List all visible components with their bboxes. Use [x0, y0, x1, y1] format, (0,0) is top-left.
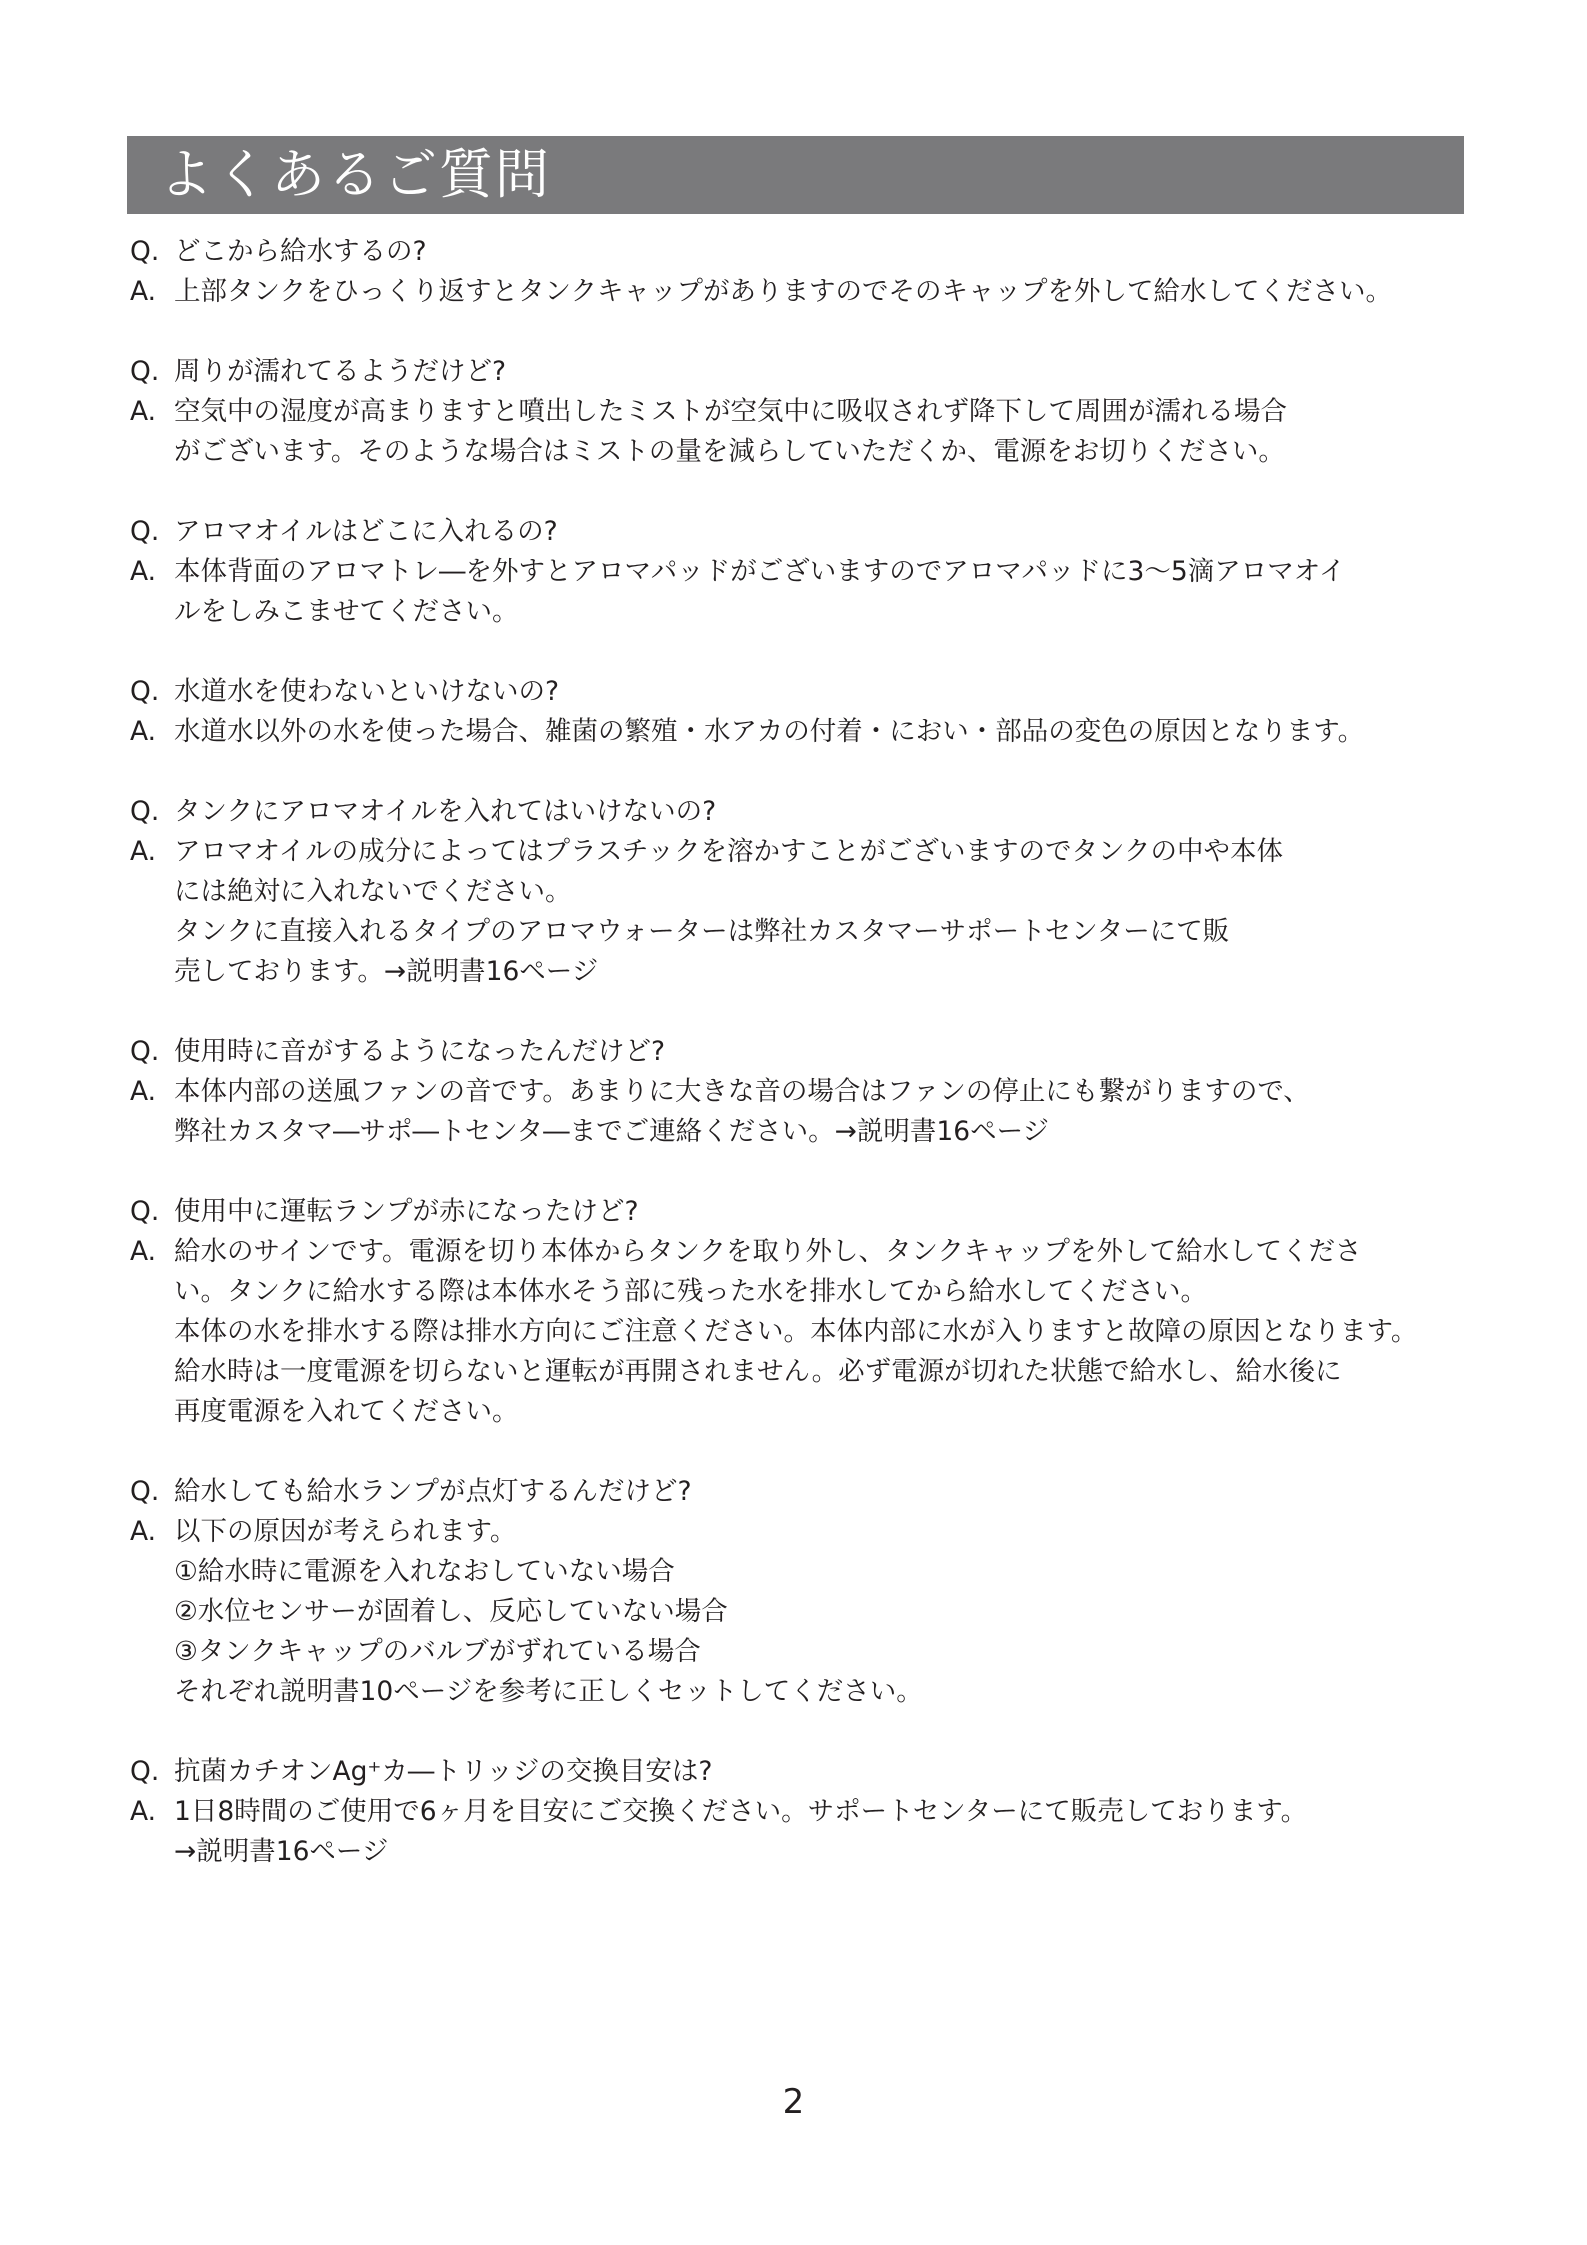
faq-answer [130, 832, 1470, 872]
faq-item [130, 792, 1470, 992]
answer-text: 給水時は一度電源を切らないと運転が再開されません。必ず電源が切れた状態で給水し、給水後に [174, 1356, 1342, 1387]
answer-prefix: A. [130, 276, 157, 307]
answer-text: タンクに直接入れるタイプのアロマウォーターは弊社カスタマーサポートセンターにて販 [174, 916, 1230, 947]
faq-item [130, 1752, 1470, 1872]
question-text: アロマオイルはどこに入れるの? [174, 516, 558, 547]
faq-question [130, 1472, 1470, 1512]
answer-prefix: A. [130, 716, 157, 747]
answer-text: 1日8時間のご使用で6ヶ月を目安にご交換ください。サポートセンターにて販売しております。 [174, 1796, 1308, 1827]
faq-question [130, 672, 1470, 712]
faq-item [130, 512, 1470, 632]
answer-text: 給水のサインです。電源を切り本体からタンクを取り外し、タンクキャップを外して給水してくださ [174, 1236, 1362, 1267]
answer-text: 空気中の湿度が高まりますと噴出したミストが空気中に吸収されず降下して周囲が濡れる場合 [174, 396, 1287, 427]
question-text: タンクにアロマオイルを入れてはいけないの? [174, 796, 717, 827]
answer-text: ③タンクキャップのバルブがずれている場合 [174, 1636, 701, 1667]
faq-question [130, 512, 1470, 552]
answer-text: がございます。そのような場合はミストの量を減らしていただくか、電源をお切りください。 [174, 436, 1285, 467]
answer-text: 以下の原因が考えられます。 [174, 1516, 517, 1547]
question-text: 使用時に音がするようになったんだけど? [174, 1036, 666, 1067]
question-prefix: Q. [130, 1476, 160, 1507]
faq-question [130, 232, 1470, 272]
question-text: 周りが濡れてるようだけど? [174, 356, 507, 387]
question-prefix: Q. [130, 796, 160, 827]
faq-answer [130, 392, 1470, 432]
answer-text: →説明書16ページ [174, 1836, 389, 1867]
question-text: 水道水を使わないといけないの? [174, 676, 560, 707]
answer-prefix: A. [130, 1236, 157, 1267]
question-prefix: Q. [130, 676, 160, 707]
faq-answer [130, 272, 1470, 312]
answer-text: ルをしみこませてください。 [174, 596, 519, 627]
answer-prefix: A. [130, 836, 157, 867]
answer-text: 弊社カスタマ―サポ―トセンタ―までご連絡ください。→説明書16ページ [174, 1116, 1050, 1147]
answer-text: 売しております。→説明書16ページ [174, 956, 599, 987]
answer-prefix: A. [130, 1076, 157, 1107]
question-prefix: Q. [130, 236, 160, 267]
answer-text: ①給水時に電源を入れなおしていない場合 [174, 1556, 675, 1587]
question-prefix: Q. [130, 356, 160, 387]
faq-question [130, 1192, 1470, 1232]
answer-prefix: A. [130, 556, 157, 587]
answer-text: 水道水以外の水を使った場合、雑菌の繁殖・水アカの付着・におい・部品の変色の原因となります。 [174, 716, 1365, 747]
answer-prefix: A. [130, 1516, 157, 1547]
answer-text: には絶対に入れないでください。 [174, 876, 572, 907]
faq-answer [130, 1512, 1470, 1552]
faq-question [130, 792, 1470, 832]
question-prefix: Q. [130, 1196, 160, 1227]
faq-item [130, 352, 1470, 472]
question-text: どこから給水するの? [174, 236, 427, 267]
faq-item [130, 1192, 1470, 1432]
question-prefix: Q. [130, 516, 160, 547]
answer-text: 本体背面のアロマトレ―を外すとアロマパッドがございますのでアロマパッドに3〜5滴アロマオイ [174, 556, 1346, 587]
question-text: 給水しても給水ランプが点灯するんだけど? [174, 1476, 692, 1507]
faq-question [130, 352, 1470, 392]
answer-text: 上部タンクをひっくり返すとタンクキャップがありますのでそのキャップを外して給水してください。 [174, 276, 1392, 307]
faq-question [130, 1032, 1470, 1072]
faq-answer [130, 1232, 1470, 1272]
question-prefix: Q. [130, 1756, 160, 1787]
answer-text: ②水位センサーが固着し、反応していない場合 [174, 1596, 728, 1627]
answer-text: 本体内部の送風ファンの音です。あまりに大きな音の場合はファンの停止にも繋がりますので、 [174, 1076, 1310, 1107]
faq-question [130, 1752, 1470, 1792]
faq-answer [130, 1072, 1470, 1112]
faq-answer [130, 712, 1470, 752]
answer-text: 本体の水を排水する際は排水方向にご注意ください。本体内部に水が入りますと故障の原因となります。 [174, 1316, 1418, 1347]
faq-list [130, 232, 1470, 1912]
page-title: よくあるご質問 [159, 143, 551, 206]
faq-answer [130, 1792, 1470, 1832]
answer-text: それぞれ説明書10ページを参考に正しくセットしてください。 [174, 1676, 923, 1707]
page-number: 2 [782, 2082, 805, 2122]
answer-text: アロマオイルの成分によってはプラスチックを溶かすことがございますのでタンクの中や本体 [174, 836, 1284, 867]
answer-text: い。タンクに給水する際は本体水そう部に残った水を排水してから給水してください。 [174, 1276, 1207, 1307]
question-text: 使用中に運転ランプが赤になったけど? [174, 1196, 639, 1227]
question-text: 抗菌カチオンAg⁺カ―トリッジの交換目安は? [174, 1756, 713, 1787]
faq-item [130, 1472, 1470, 1712]
answer-text: 再度電源を入れてください。 [174, 1396, 519, 1427]
answer-prefix: A. [130, 1796, 157, 1827]
faq-item [130, 672, 1470, 752]
faq-item [130, 1032, 1470, 1152]
question-prefix: Q. [130, 1036, 160, 1067]
faq-answer [130, 552, 1470, 592]
page-title-bar [127, 136, 1464, 214]
answer-prefix: A. [130, 396, 157, 427]
faq-item [130, 232, 1470, 312]
